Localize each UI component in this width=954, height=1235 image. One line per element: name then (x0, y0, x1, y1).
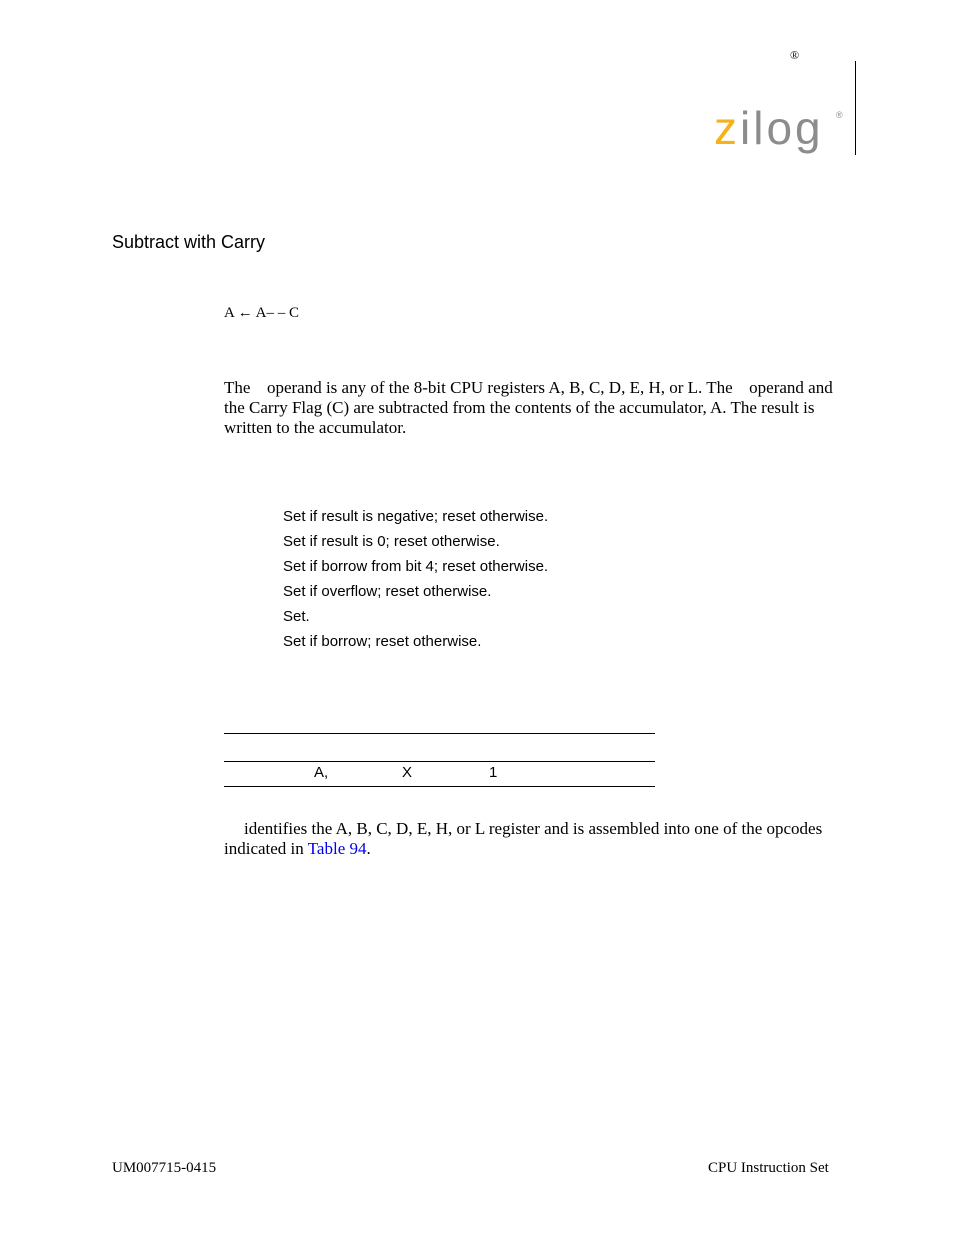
section-title: Subtract with Carry (112, 232, 266, 252)
description-part-2: operand is any of the 8-bit CPU registers A, B, C, D, E, H, or L. The (266, 378, 733, 397)
description-part-1: The (224, 378, 251, 397)
flag-h: Set if borrow from bit 4; reset otherwise. (283, 558, 549, 575)
logo-rest: ilog (740, 102, 824, 154)
zilog-logo (712, 102, 847, 158)
description-part-3: operand and the Carry Flag (C) are subtracted from the contents of the accumulator, A. The result is written to the accumulator. (224, 378, 833, 437)
flag-n: Set. (283, 608, 310, 625)
footer-doc-id: UM007715-0415 (112, 1160, 217, 1176)
description-paragraph (224, 378, 842, 438)
table-top-rule (224, 733, 655, 734)
note-end: . (366, 839, 371, 858)
table-cell-count: 1 (489, 764, 498, 781)
operation-formula: A ← A– – C (224, 305, 300, 321)
logo-registered: ® (836, 110, 843, 120)
footer-section: CPU Instruction Set (708, 1160, 829, 1176)
note-paragraph (224, 819, 842, 859)
flag-c: Set if borrow; reset otherwise. (283, 633, 482, 650)
note-text: identifies the A, B, C, D, E, H, or L register and is assembled into one of the opcodes indicated in (224, 819, 823, 858)
flag-pv: Set if overflow; reset otherwise. (283, 583, 492, 600)
header-rule (855, 61, 856, 155)
flag-z: Set if result is 0; reset otherwise. (283, 533, 500, 550)
registered-mark: ® (790, 48, 800, 62)
flag-s: Set if result is negative; reset otherwise. (283, 508, 549, 525)
logo-z: z (714, 102, 737, 154)
table-header-rule (224, 761, 655, 762)
table-cell-operand: A, (314, 764, 329, 781)
table-cell-x: X (402, 764, 413, 781)
table-94-link[interactable]: Table 94 (307, 839, 367, 858)
table-bottom-rule (224, 786, 655, 787)
